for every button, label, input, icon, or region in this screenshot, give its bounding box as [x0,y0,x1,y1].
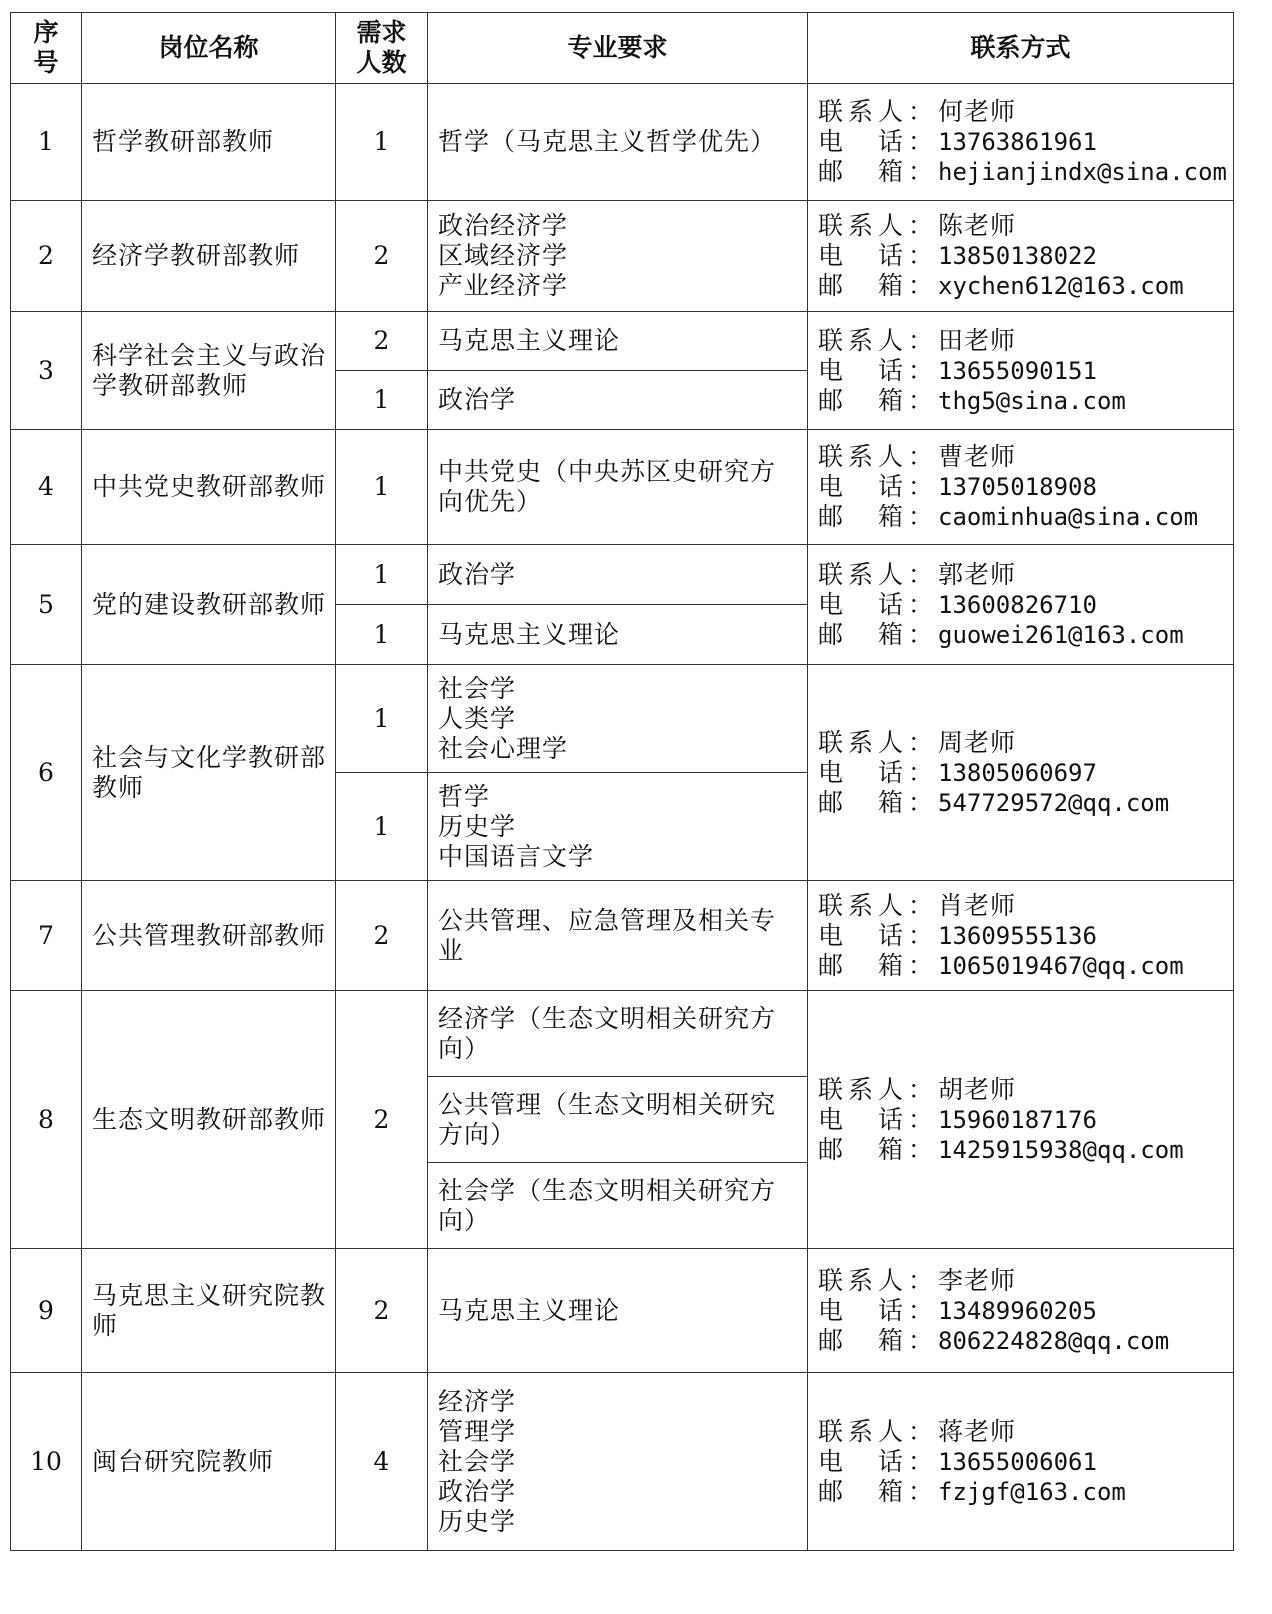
contact-person-value: 李老师 [938,1265,1017,1295]
contact-person-row [818,1075,1227,1105]
row-count: 1 [336,665,428,773]
major-line: 管理学 [438,1416,517,1446]
row-major [428,881,808,991]
contact-person-row [818,211,1227,241]
major-line: 哲学 [438,781,491,811]
major-line: 政治经济学 [438,211,569,240]
row-position-title [82,545,336,665]
position-title-text: 公共管理教研部教师 [92,920,327,950]
contact-phone-value: 13805060697 [938,758,1097,787]
header-major: 专业要求 [428,13,808,84]
contact-phone-row [818,241,1227,271]
table-body [11,84,1234,1551]
contact-phone-label: 电 话： [818,1295,934,1325]
row-seq: 7 [11,881,82,991]
row-major [428,1077,808,1163]
major-line: 政治学 [438,559,517,589]
contact-phone-value: 13655090151 [938,356,1097,385]
row-major [428,773,808,881]
row-count: 1 [336,84,428,201]
row-position-title [82,201,336,312]
contact-email-row [818,1477,1227,1507]
contact-person-row [818,560,1227,590]
contact-email-value: 1065019467@qq.com [938,951,1184,980]
contact-email-label: 邮 箱： [818,1476,934,1506]
contact-phone-row [818,472,1227,502]
contact-phone-value: 13850138022 [938,242,1097,270]
row-major [428,605,808,665]
major-line: 马克思主义理论 [438,1295,621,1325]
position-title-text: 哲学教研部教师 [92,127,275,156]
contact-email-row [818,1326,1227,1356]
contact-person-label: 联系人： [818,559,934,589]
table-row [11,430,1234,545]
contact-phone-value: 13763861961 [938,128,1097,156]
major-line: 公共管理、应急管理及相关专 [438,905,777,935]
contact-phone-row [818,921,1227,951]
contact-phone-value: 15960187176 [938,1105,1097,1134]
table-row [11,84,1234,201]
contact-phone-label: 电 话： [818,241,934,270]
contact-person-value: 胡老师 [938,1074,1017,1104]
row-major [428,1163,808,1249]
contact-email-label: 邮 箱： [818,271,934,300]
row-major [428,201,808,312]
contact-person-value: 郭老师 [938,559,1017,589]
contact-person-row [818,326,1227,356]
contact-phone-row [818,590,1227,620]
row-major [428,312,808,371]
contact-phone-value: 13655006061 [938,1447,1097,1476]
major-line: 社会学 [438,673,517,703]
row-contact [808,991,1234,1249]
row-count: 1 [336,430,428,545]
position-title-text: 科学社会主义与政治学教研部教师 [92,340,327,400]
row-major [428,371,808,430]
row-contact [808,1249,1234,1373]
contact-email-value: guowei261@163.com [938,620,1184,649]
row-position-title [82,665,336,881]
table-row [11,1373,1234,1551]
header-position: 岗位名称 [82,13,336,84]
major-line: 哲学（马克思主义哲学优先） [438,127,777,156]
position-title-text: 生态文明教研部教师 [92,1104,327,1134]
row-seq: 8 [11,991,82,1249]
row-seq: 5 [11,545,82,665]
row-position-title [82,991,336,1249]
table-row [11,312,1234,371]
contact-email-label: 邮 箱： [818,502,934,531]
contact-person-row [818,1417,1227,1447]
row-count: 4 [336,1373,428,1551]
row-position-title [82,84,336,201]
contact-email-value: caominhua@sina.com [938,503,1199,531]
contact-person-label: 联系人： [818,1416,934,1446]
contact-person-row [818,891,1227,921]
row-count: 1 [336,605,428,665]
contact-person-value: 何老师 [938,97,1017,126]
major-line: 经济学 [438,1386,517,1416]
row-count: 1 [336,371,428,430]
contact-person-row [818,1266,1227,1296]
contact-person-label: 联系人： [818,97,934,126]
major-line: 马克思主义理论 [438,326,621,355]
row-contact [808,312,1234,430]
row-position-title [82,1249,336,1373]
major-line: 社会学（生态文明相关研究方 [438,1175,777,1205]
major-line: 政治学 [438,1476,517,1506]
contact-email-row [818,620,1227,650]
contact-person-label: 联系人： [818,442,934,471]
job-table-page [10,12,1234,1551]
row-seq: 4 [11,430,82,545]
contact-person-row [818,442,1227,472]
contact-phone-label: 电 话： [818,589,934,619]
major-line: 政治学 [438,385,517,414]
table-row [11,881,1234,991]
row-major [428,545,808,605]
contact-phone-value: 13600826710 [938,590,1097,619]
row-contact [808,201,1234,312]
row-major [428,1249,808,1373]
contact-phone-value: 13489960205 [938,1296,1097,1325]
position-title-text: 党的建设教研部教师 [92,589,327,619]
contact-person-value: 陈老师 [938,211,1017,240]
header-count: 需求 人数 [336,13,428,84]
major-line: 业 [438,935,465,965]
contact-email-row [818,386,1227,416]
row-major [428,84,808,201]
contact-phone-label: 电 话： [818,472,934,501]
row-major [428,1373,808,1551]
major-line: 马克思主义理论 [438,619,621,649]
contact-person-value: 肖老师 [938,890,1017,920]
row-contact [808,881,1234,991]
header-seq: 序 号 [11,13,82,84]
major-line: 历史学 [438,811,517,841]
contact-phone-row [818,1447,1227,1477]
contact-phone-row [818,1296,1227,1326]
row-position-title [82,312,336,430]
row-count: 2 [336,881,428,991]
row-seq: 2 [11,201,82,312]
row-count: 2 [336,201,428,312]
row-seq: 6 [11,665,82,881]
major-line: 向） [438,1033,491,1063]
contact-person-label: 联系人： [818,1265,934,1295]
major-line: 中国语言文学 [438,841,595,871]
contact-person-label: 联系人： [818,1074,934,1104]
major-line: 向） [438,1205,491,1235]
row-count: 1 [336,773,428,881]
row-seq: 1 [11,84,82,201]
row-major [428,430,808,545]
table-header-row [11,13,1234,84]
contact-phone-value: 13609555136 [938,921,1097,950]
row-seq: 3 [11,312,82,430]
row-major [428,665,808,773]
contact-email-value: xychen612@163.com [938,272,1184,300]
row-position-title [82,1373,336,1551]
major-line: 产业经济学 [438,271,569,300]
row-contact [808,545,1234,665]
contact-phone-row [818,127,1227,157]
contact-person-value: 周老师 [938,727,1017,757]
major-line: 人类学 [438,703,517,733]
major-line: 方向） [438,1119,517,1149]
position-title-text: 马克思主义研究院教师 [92,1280,327,1340]
contact-email-label: 邮 箱： [818,1325,934,1355]
contact-email-value: 547729572@qq.com [938,788,1170,817]
row-position-title [82,430,336,545]
contact-email-row [818,157,1227,187]
contact-email-value: 806224828@qq.com [938,1326,1170,1355]
contact-person-label: 联系人： [818,890,934,920]
major-line: 区域经济学 [438,241,569,270]
row-count: 2 [336,1249,428,1373]
row-contact [808,665,1234,881]
row-seq: 10 [11,1373,82,1551]
contact-phone-row [818,1105,1227,1135]
position-title-text: 社会与文化学教研部教师 [92,742,327,802]
major-line: 向优先） [438,487,543,516]
contact-email-label: 邮 箱： [818,385,934,415]
row-contact [808,430,1234,545]
row-contact [808,84,1234,201]
contact-phone-row [818,356,1227,386]
recruitment-table [10,12,1234,1551]
contact-email-value: hejianjindx@sina.com [938,158,1227,186]
contact-person-value: 曹老师 [938,442,1017,471]
position-title-text: 中共党史教研部教师 [92,472,327,501]
row-count: 2 [336,991,428,1249]
contact-person-label: 联系人： [818,727,934,757]
row-position-title [82,881,336,991]
contact-phone-label: 电 话： [818,1446,934,1476]
major-line: 中共党史（中央苏区史研究方 [438,457,777,486]
contact-phone-label: 电 话： [818,1104,934,1134]
header-contact: 联系方式 [808,13,1234,84]
row-contact [808,1373,1234,1551]
contact-person-value: 蒋老师 [938,1416,1017,1446]
table-row [11,991,1234,1077]
contact-email-row [818,502,1227,532]
contact-person-row [818,728,1227,758]
position-title-text: 经济学教研部教师 [92,241,301,270]
table-row [11,201,1234,312]
contact-email-label: 邮 箱： [818,950,934,980]
row-seq: 9 [11,1249,82,1373]
major-line: 社会学 [438,1446,517,1476]
contact-email-row [818,951,1227,981]
contact-email-row [818,271,1227,301]
major-line: 公共管理（生态文明相关研究 [438,1089,777,1119]
contact-phone-label: 电 话： [818,757,934,787]
contact-email-label: 邮 箱： [818,157,934,186]
contact-email-label: 邮 箱： [818,619,934,649]
row-count: 2 [336,312,428,371]
contact-person-value: 田老师 [938,325,1017,355]
contact-email-row [818,788,1227,818]
table-row [11,1249,1234,1373]
row-major [428,991,808,1077]
contact-phone-label: 电 话： [818,920,934,950]
major-line: 经济学（生态文明相关研究方 [438,1003,777,1033]
major-line: 历史学 [438,1506,517,1536]
table-row [11,665,1234,773]
contact-person-row [818,97,1227,127]
contact-phone-label: 电 话： [818,127,934,156]
position-title-text: 闽台研究院教师 [92,1446,275,1476]
row-count: 1 [336,545,428,605]
contact-email-value: 1425915938@qq.com [938,1135,1184,1164]
contact-person-label: 联系人： [818,211,934,240]
contact-email-value: thg5@sina.com [938,386,1126,415]
table-row [11,545,1234,605]
contact-email-row [818,1135,1227,1165]
contact-phone-row [818,758,1227,788]
contact-phone-value: 13705018908 [938,473,1097,501]
major-line: 社会心理学 [438,733,569,763]
contact-email-label: 邮 箱： [818,787,934,817]
contact-email-value: fzjgf@163.com [938,1477,1126,1506]
contact-person-label: 联系人： [818,325,934,355]
contact-phone-label: 电 话： [818,355,934,385]
contact-email-label: 邮 箱： [818,1134,934,1164]
